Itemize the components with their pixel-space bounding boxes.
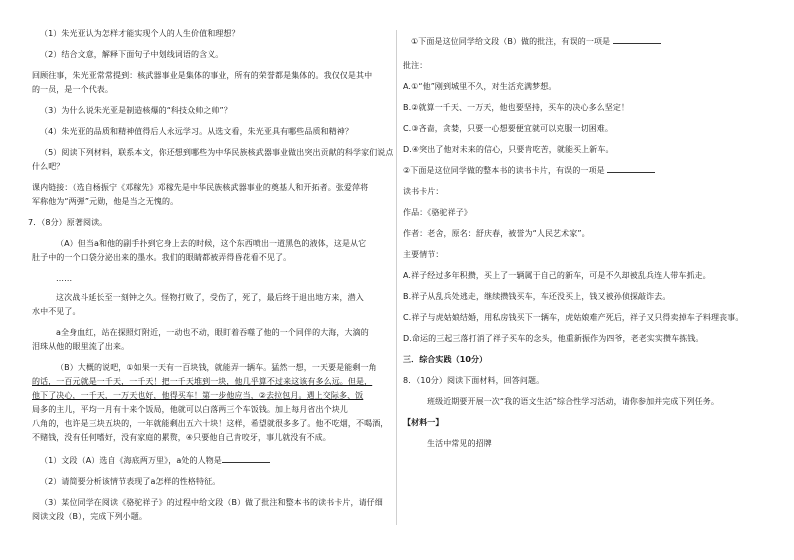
question-line: 阅读文段（B），完成下列小题。 (32, 512, 147, 521)
text-line: 作品：《骆驼祥子》 (403, 208, 472, 217)
text-line: 军称他为“两弹”元勋，他是当之无愧的。 (32, 197, 179, 206)
text-line: 课内链接：（选自杨振宁《邓稼先》邓稼先是中华民族核武器事业的奠基人和开拓者。张爱萍将 (32, 183, 369, 192)
question-line: （4）朱光亚的品质和精神值得后人永远学习。从选文看，朱光亚具有哪些品质和精神？ (40, 127, 353, 136)
passage-line: （B）大概的说吧，①如果一天有一百块钱，就能弄一辆车。猛然一想，一天要是能剩一角 (56, 363, 377, 372)
answer-blank[interactable] (607, 165, 655, 173)
question-line (403, 165, 655, 176)
option-line: C.祥子与虎姑娘结婚，用私房钱买下一辆车，虎姑娘难产死后，祥子又只得卖掉车子料理丧事。 (403, 313, 744, 322)
passage-line: 水中不见了。 (32, 307, 81, 316)
question-line: （2）请简要分析该情节表现了a怎样的性格特征。 (40, 477, 221, 486)
question-text: ②下面是这位同学做的整本书的读书卡片，有误的一项是 (403, 166, 605, 175)
option-line: C.③吝啬，贪婪，只要一心想要便宜就可以克服一切困难。 (403, 124, 613, 133)
text-line: 生活中常见的招牌 (427, 439, 492, 448)
question-line (411, 36, 661, 47)
passage-line: （A）但当a和他的副手扑到它身上去的时候，这个东西喷出一道黑色的液体，这是从它 (56, 239, 367, 248)
text-line: 主要情节： (403, 250, 444, 259)
question-heading: 8．（10分）阅读下面材料，回答问题。 (403, 376, 545, 385)
passage-line: 他下了决心，一千天，一万天也好，他得买车！第一步他应当，②去拉包月。遇上交际多、饭 (32, 391, 364, 400)
text-line: 批注： (403, 61, 428, 70)
passage-line: …… (56, 274, 73, 283)
question-heading: 7．（8分）原著阅读。 (28, 218, 108, 227)
option-line: D.命运的三起三落打消了祥子买车的念头，他重新振作为四爷，老老实实攒车拣钱。 (403, 334, 704, 343)
question-line: （1）朱光亚认为怎样才能实现个人的人生价值和理想？ (40, 29, 240, 38)
text-line: 什么吧？ (32, 162, 65, 171)
option-line: A.①“他”刚到城里不久，对生活充满梦想。 (403, 82, 557, 91)
passage-line: 泪珠从他的眼里流了出来。 (32, 342, 130, 351)
option-line: A.祥子经过多年积攒，买上了一辆属于自己的新车，可是不久却被乱兵连人带车抓走。 (403, 271, 711, 280)
passage-line: 肚子中的一个口袋分泌出来的墨水。我们的眼睛都被弄得昏花看不见了。 (32, 253, 292, 262)
question-line: （3）某位同学在阅读《骆驼祥子》的过程中给文段（B）做了批注和整本书的读书卡片，请仔细 (40, 498, 383, 507)
option-line: B.②就算一千天、一万天，他也要坚持，买车的决心多么坚定！ (403, 103, 630, 112)
passage-line: a全身血红，站在探照灯附近，一动也不动，眼盯着吞噬了他的一个同伴的大海，大滴的 (56, 328, 369, 337)
answer-blank[interactable] (613, 36, 661, 44)
text-line: 读书卡片： (403, 187, 444, 196)
text-line: 班级近期要开展一次“我的语文生活”综合性学习活动，请你参加并完成下列任务。 (427, 397, 719, 406)
passage-line: 的话，一百元就是一千天，一千天！把一千天堆到一块，他几乎算不过来这该有多么远。但是， (32, 377, 373, 386)
section-heading: 三．综合实践（10分） (403, 355, 488, 364)
question-line: （2）结合文意，解释下面句子中划线词语的含义。 (40, 50, 224, 59)
text-line: 回顾往事，朱光亚常常提到：核武器事业是集体的事业，所有的荣誉都是集体的。我仅仅是其中 (32, 71, 373, 80)
question-line: （5）阅读下列材料，联系本文，你还想到哪些为中华民族核武器事业做出突出贡献的科学家们说点 (40, 148, 394, 157)
question-line: （3）为什么说朱光亚是制造核爆的“科技众帅之帅”？ (40, 106, 232, 115)
text-line: 作者：老舍，原名：舒庆春，被誉为“人民艺术家”。 (403, 229, 590, 238)
column-divider (396, 30, 397, 525)
passage-line: 不赌钱，没有任何嗜好，没有家庭的累赘，④只要他自己肯咬牙，事儿就没有不成。 (32, 433, 331, 442)
passage-line: 这次战斗延长至一刻钟之久。怪物打败了，受伤了，死了，最后终于退出地方来，潜入 (56, 293, 364, 302)
answer-blank[interactable] (222, 455, 270, 463)
question-text: ①下面是这位同学给文段（B）做的批注，有误的一项是 (411, 37, 611, 46)
question-line (40, 455, 270, 466)
option-line: D.④突出了他对未来的信心，只要肯吃苦，就能买上新车。 (403, 145, 614, 154)
passage-line: 局多的主儿，平均一月有十来个饭局，他就可以白落两三个车饭钱。加上每月省出个块儿 (32, 405, 348, 414)
passage-line: 八角的，也许是三块五块的，一年就能剩出五六十块！这样，希望就很多多了。他不吃烟，不喝酒， (32, 419, 389, 428)
question-text: （1）文段（A）选自《海底两万里》，a处的人物是 (40, 456, 222, 465)
option-line: B.祥子从乱兵处逃走，继续攒钱买车，车还没买上，钱又被孙侦探敲诈去。 (403, 292, 671, 301)
text-line: 的一员，是一个代表。 (32, 85, 113, 94)
material-heading: 【材料一】 (403, 418, 444, 427)
